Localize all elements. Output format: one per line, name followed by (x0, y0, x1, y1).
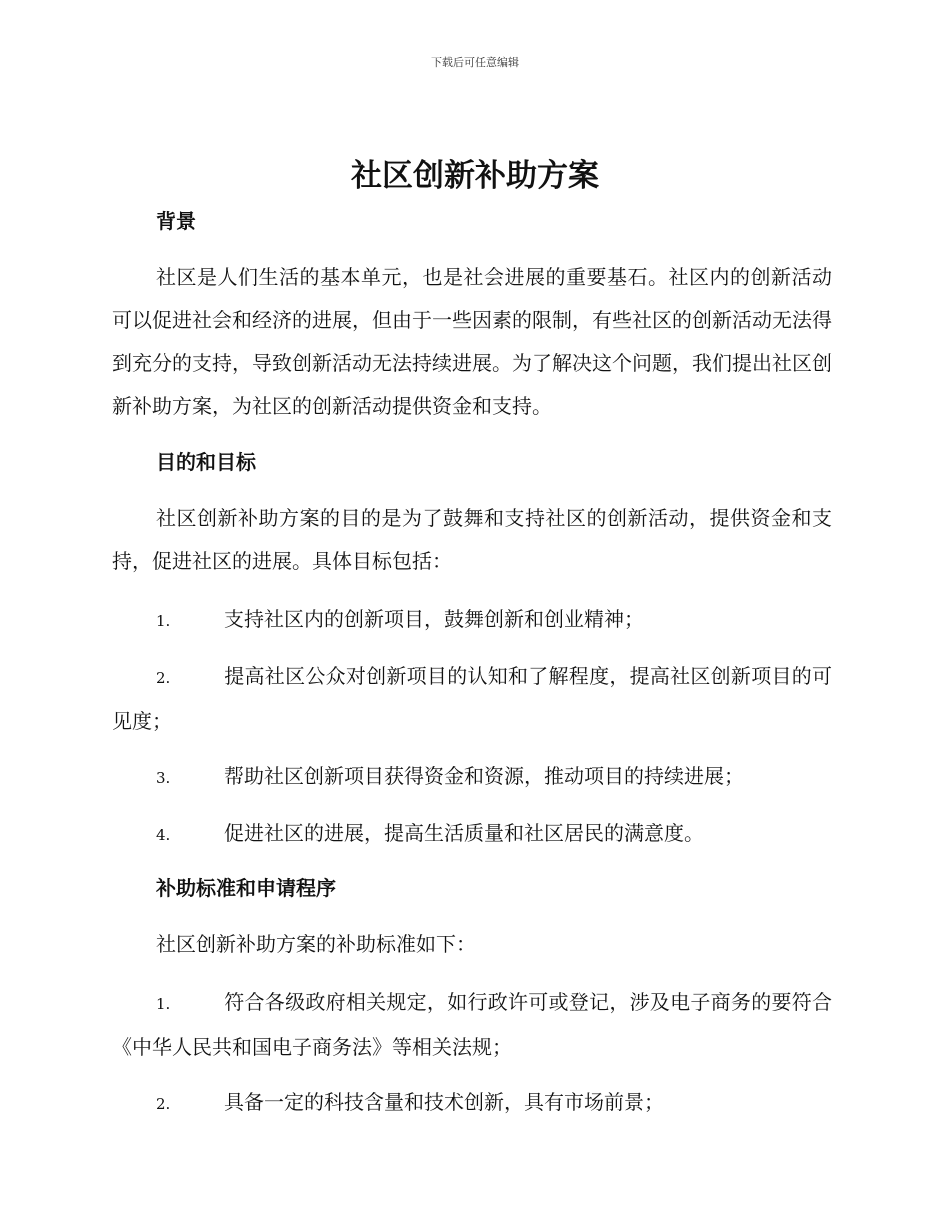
list-item-text: 帮助社区创新项目获得资金和资源，推动项目的持续进展； (224, 764, 744, 788)
list-item-number: 4. (156, 826, 171, 844)
criteria-paragraph: 社区创新补助方案的补助标准如下： (156, 932, 476, 956)
list-item (112, 1081, 832, 1126)
goals-paragraph: 社区创新补助方案的目的是为了鼓舞和支持社区的创新活动，提供资金和支持，促进社区的进展。具体目标包括： (112, 506, 832, 573)
list-item (112, 755, 832, 800)
list-item (112, 812, 832, 857)
section-heading-criteria: 补助标准和申请程序 (156, 876, 336, 900)
goals-list (112, 598, 832, 857)
list-item-number: 1. (156, 995, 171, 1013)
header-note: 下载后可任意编辑 (431, 56, 519, 69)
list-item-number: 3. (156, 769, 171, 787)
list-item-text: 促进社区的进展，提高生活质量和社区居民的满意度。 (224, 821, 704, 845)
list-item-number: 2. (156, 1095, 171, 1113)
list-item (112, 598, 832, 643)
list-item-text: 符合各级政府相关规定，如行政许可或登记，涉及电子商务的要符合《中华人民共和国电子商务法》等相关法规； (112, 990, 832, 1059)
list-item (112, 655, 832, 743)
list-item-text: 提高社区公众对创新项目的认知和了解程度，提高社区创新项目的可见度； (112, 664, 832, 733)
list-item-text: 具备一定的科技含量和技术创新，具有市场前景； (224, 1090, 664, 1114)
section-heading-background: 背景 (156, 209, 196, 233)
document-title: 社区创新补助方案 (351, 158, 599, 194)
section-heading-goals: 目的和目标 (156, 450, 256, 474)
background-paragraph: 社区是人们生活的基本单元，也是社会进展的重要基石。社区内的创新活动可以促进社会和经济的进展，但由于一些因素的限制，有些社区的创新活动无法得到充分的支持，导致创新活动无法持续进展。为了解决这个问题，我们提出社区创新补助方案，为社区的创新活动提供资金和支持。 (112, 265, 832, 418)
list-item-number: 1. (156, 612, 171, 630)
criteria-list (112, 981, 832, 1126)
list-item (112, 981, 832, 1069)
list-item-number: 2. (156, 669, 171, 687)
list-item-text: 支持社区内的创新项目，鼓舞创新和创业精神； (224, 607, 644, 631)
document-body (112, 202, 832, 1138)
